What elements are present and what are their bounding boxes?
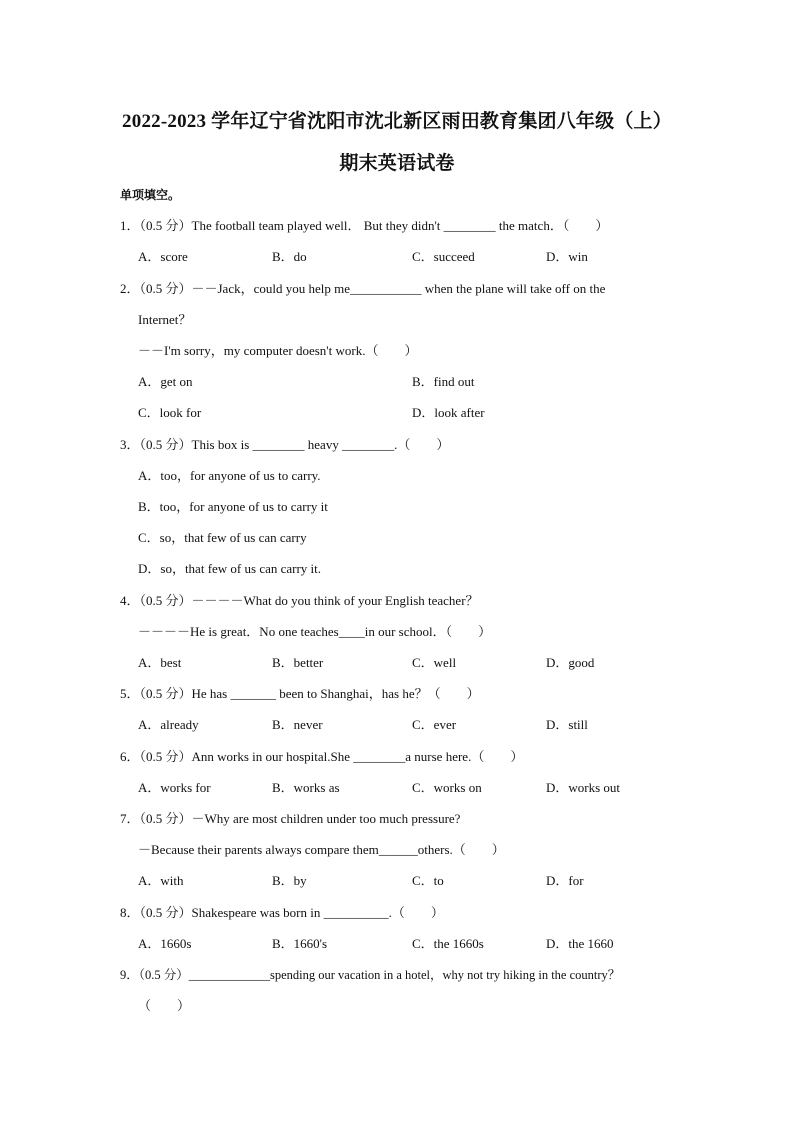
exam-title-line1: 2022-2023 学年辽宁省沈阳市沈北新区雨田教育集团八年级（上） [122,111,672,132]
question-2-option-d: D．look after [412,405,485,420]
section-heading: 单项填空。 [120,188,181,202]
question-5-stem: 5．（0.5 分）He has _______ been to Shanghai，has he？（ ） [120,686,480,701]
question-2-stem-line2: Internet？ [138,312,192,327]
question-2-stem-line1: 2．（0.5 分）－－Jack，could you help me___________ when the plane will take off on the [120,281,606,296]
question-7-option-b: B．by [272,873,307,888]
question-8-option-a: A．1660s [138,936,192,951]
question-1-option-a: A．score [138,249,188,264]
question-4-option-d: D．good [546,655,595,670]
question-7-stem-line2: －Because their parents always compare them______others.（ ） [138,842,505,857]
question-5-option-a: A．already [138,717,199,732]
question-1-option-d: D．win [546,249,588,264]
question-7-option-d: D．for [546,873,584,888]
question-6-option-a: A．works for [138,780,211,795]
question-2-option-b: B．find out [412,374,475,389]
question-1-stem: 1．（0.5 分）The football team played well． But they didn't ________ the match．（ ） [120,218,609,233]
question-5-option-b: B．never [272,717,323,732]
question-3-option-b: B．too，for anyone of us to carry it [138,499,328,514]
question-3-stem: 3．（0.5 分）This box is ________ heavy ________.（ ） [120,437,450,452]
question-2-stem-line3: －－I'm sorry，my computer doesn't work.（ ） [138,343,418,358]
question-8-option-b: B．1660's [272,936,328,951]
question-1-option-b: B．do [272,249,307,264]
question-7-stem-line1: 7．（0.5 分）－Why are most children under too much pressure? [120,811,461,826]
question-4-option-a: A．best [138,655,182,670]
question-5-option-c: C．ever [412,717,457,732]
question-6-option-d: D．works out [546,780,621,795]
question-2-option-a: A．get on [138,374,193,389]
question-7-option-c: C．to [412,873,444,888]
question-4-option-b: B．better [272,655,324,670]
question-8-option-c: C．the 1660s [412,936,484,951]
question-4-stem-line2: －－－－He is great．No one teaches____in our school．（ ） [138,624,492,639]
question-9-stem-line2: （ ） [138,998,191,1013]
question-6-stem: 6．（0.5 分）Ann works in our hospital.She ________a nurse here.（ ） [120,749,524,764]
question-4-stem-line1: 4．（0.5 分）－－－－What do you think of your English teacher？ [120,593,479,608]
question-1-option-c: C．succeed [412,249,475,264]
question-3-option-c: C．so，that few of us can carry [138,530,307,545]
question-8-stem: 8．（0.5 分）Shakespeare was born in __________.（ ） [120,905,444,920]
question-3-option-a: A．too，for anyone of us to carry. [138,468,321,483]
question-4-option-c: C．well [412,655,457,670]
question-5-option-d: D．still [546,717,588,732]
question-6-option-c: C．works on [412,780,482,795]
question-3-option-d: D．so，that few of us can carry it. [138,561,322,576]
exam-title-line2: 期末英语试卷 [339,153,455,174]
question-9-stem-line1: 9．（0.5 分）_____________spending our vacation in a hotel，why not try hiking in the country？ [120,968,621,982]
question-2-option-c: C．look for [138,405,202,420]
question-6-option-b: B．works as [272,780,340,795]
question-8-option-d: D．the 1660 [546,936,614,951]
question-7-option-a: A．with [138,873,184,888]
